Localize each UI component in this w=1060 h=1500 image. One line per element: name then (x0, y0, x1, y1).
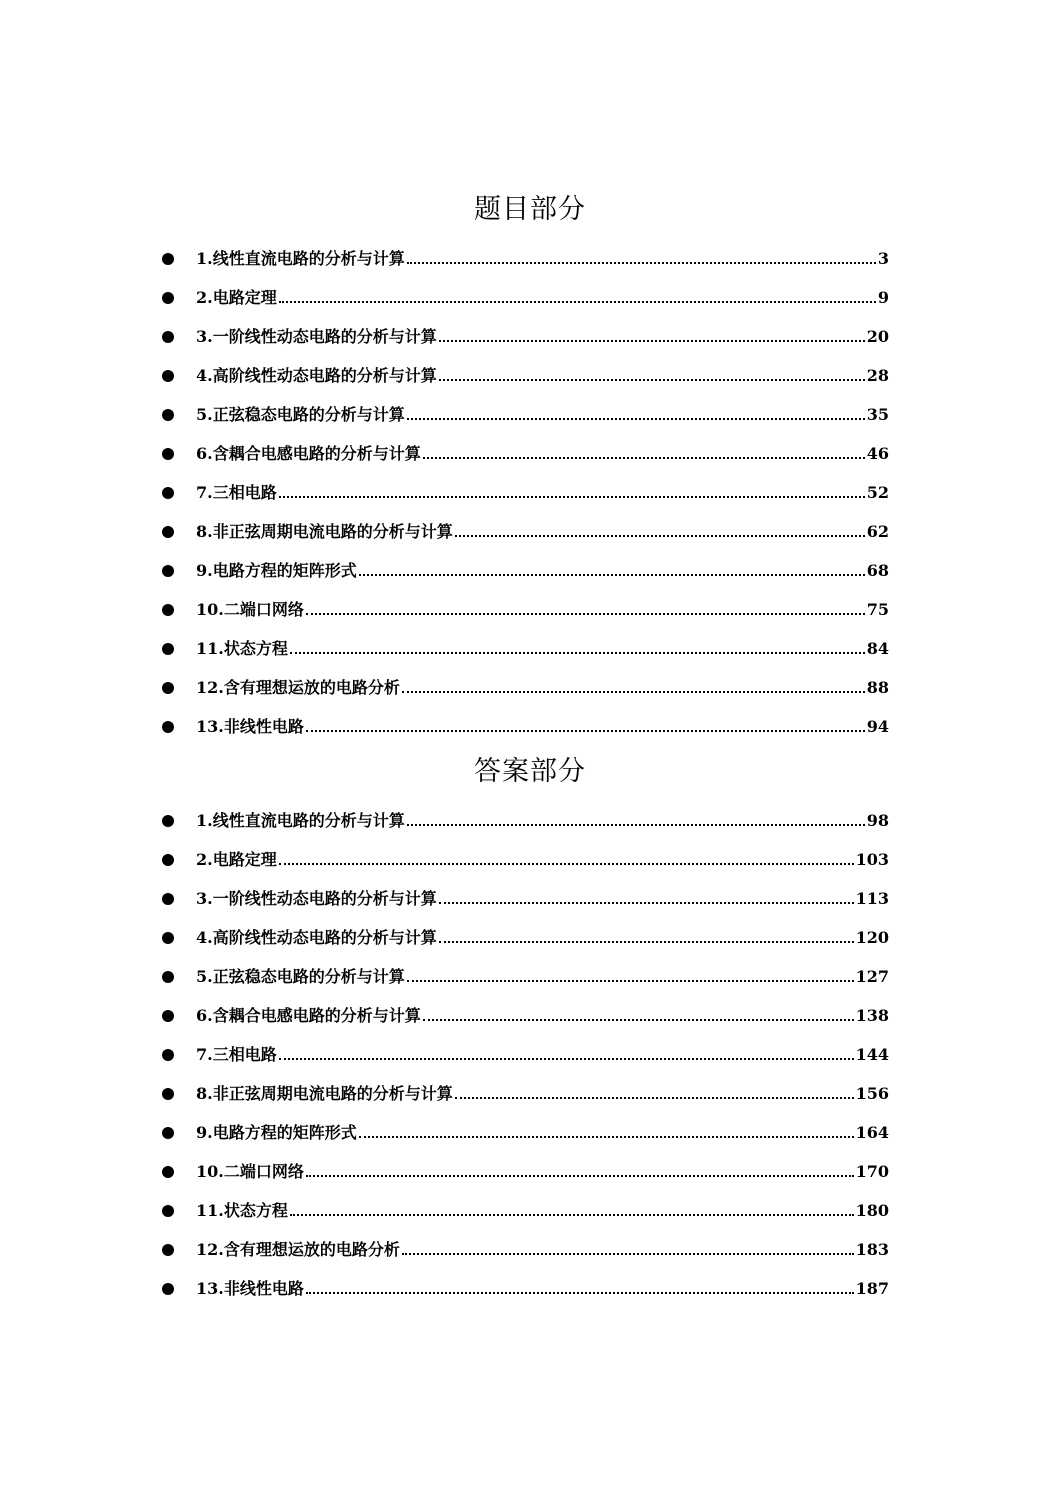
toc-entry-page-number: 144 (855, 1045, 889, 1064)
dot-leader (455, 1096, 854, 1099)
toc-entry-line (196, 287, 889, 309)
dot-leader (423, 456, 865, 459)
toc-entry-page-number: 94 (866, 717, 889, 736)
toc-entry-page-number: 35 (866, 405, 889, 424)
dot-leader (439, 339, 865, 342)
toc-entry-page-number: 88 (866, 678, 889, 697)
toc-entry-label: 8.非正弦周期电流电路的分析与计算 (196, 522, 453, 541)
bullet-icon (162, 893, 174, 905)
toc-entry-line (196, 1005, 889, 1027)
bullet-icon (162, 604, 174, 616)
toc-entry[interactable] (0, 599, 1060, 638)
bullet-icon (162, 854, 174, 866)
toc-entry[interactable] (0, 1005, 1060, 1044)
bullet-icon (162, 1244, 174, 1256)
toc-entry-page-number: 75 (866, 600, 889, 619)
bullet-icon (162, 1088, 174, 1100)
dot-leader (423, 1018, 854, 1021)
toc-entry-label: 10.二端口网络 (196, 1162, 304, 1181)
toc-entry[interactable] (0, 1122, 1060, 1161)
toc-entry-page-number: 180 (855, 1201, 889, 1220)
toc-entry[interactable] (0, 1239, 1060, 1278)
dot-leader (306, 1291, 854, 1294)
toc-entry-line (196, 1083, 889, 1105)
toc-entry-line (196, 638, 889, 660)
toc-entry[interactable] (0, 849, 1060, 888)
toc-entry[interactable] (0, 326, 1060, 365)
toc-entry-label: 2.电路定理 (196, 850, 277, 869)
toc-entry-page-number: 187 (855, 1279, 889, 1298)
dot-leader (290, 651, 865, 654)
toc-entry-line (196, 560, 889, 582)
toc-entry-label: 12.含有理想运放的电路分析 (196, 1240, 400, 1259)
toc-entry-line (196, 248, 889, 270)
toc-entry-line (196, 365, 889, 387)
toc-entry-line (196, 1200, 889, 1222)
bullet-icon (162, 1127, 174, 1139)
toc-entry[interactable] (0, 1278, 1060, 1317)
toc-entry[interactable] (0, 404, 1060, 443)
bullet-icon (162, 1283, 174, 1295)
toc-entry[interactable] (0, 248, 1060, 287)
toc-entry[interactable] (0, 677, 1060, 716)
dot-leader (455, 534, 865, 537)
toc-entry[interactable] (0, 638, 1060, 677)
bullet-icon (162, 1166, 174, 1178)
toc-entry-label: 8.非正弦周期电流电路的分析与计算 (196, 1084, 453, 1103)
toc-entry-page-number: 113 (855, 889, 889, 908)
toc-entry-label: 7.三相电路 (196, 483, 277, 502)
toc-entry-label: 4.高阶线性动态电路的分析与计算 (196, 928, 437, 947)
bullet-icon (162, 292, 174, 304)
dot-leader (402, 1252, 854, 1255)
toc-entry[interactable] (0, 810, 1060, 849)
toc-entry-label: 2.电路定理 (196, 288, 277, 307)
dot-leader (279, 1057, 854, 1060)
toc-entry[interactable] (0, 1161, 1060, 1200)
toc-entry[interactable] (0, 287, 1060, 326)
toc-entry-line (196, 1122, 889, 1144)
toc-entry-page-number: 98 (866, 811, 889, 830)
bullet-icon (162, 526, 174, 538)
toc-entry[interactable] (0, 927, 1060, 966)
toc-entry-label: 6.含耦合电感电路的分析与计算 (196, 1006, 421, 1025)
dot-leader (279, 495, 865, 498)
bullet-icon (162, 932, 174, 944)
bullet-icon (162, 1205, 174, 1217)
toc-entry-label: 3.一阶线性动态电路的分析与计算 (196, 327, 437, 346)
toc-entry-page-number: 183 (855, 1240, 889, 1259)
dot-leader (306, 612, 865, 615)
toc-entry[interactable] (0, 1044, 1060, 1083)
toc-entry-page-number: 3 (877, 249, 889, 268)
toc-entry-line (196, 716, 889, 738)
toc-entry-page-number: 127 (855, 967, 889, 986)
toc-entry-label: 9.电路方程的矩阵形式 (196, 1123, 357, 1142)
toc-entry-page-number: 68 (866, 561, 889, 580)
bullet-icon (162, 487, 174, 499)
bullet-icon (162, 1049, 174, 1061)
toc-entry[interactable] (0, 560, 1060, 599)
toc-entry-label: 6.含耦合电感电路的分析与计算 (196, 444, 421, 463)
toc-entry-label: 11.状态方程 (196, 639, 288, 658)
toc-entry-label: 10.二端口网络 (196, 600, 304, 619)
section-title-questions: 题目部分 (474, 194, 586, 225)
toc-entry-line (196, 1161, 889, 1183)
toc-entry[interactable] (0, 365, 1060, 404)
section-title-answers: 答案部分 (474, 756, 586, 787)
toc-entry-page-number: 103 (855, 850, 889, 869)
toc-entry-line (196, 1044, 889, 1066)
toc-entry[interactable] (0, 443, 1060, 482)
toc-entry-label: 11.状态方程 (196, 1201, 288, 1220)
dot-leader (439, 940, 854, 943)
bullet-icon (162, 253, 174, 265)
toc-entry-line (196, 326, 889, 348)
toc-entry-page-number: 28 (866, 366, 889, 385)
toc-entry[interactable] (0, 482, 1060, 521)
dot-leader (439, 901, 854, 904)
bullet-icon (162, 815, 174, 827)
bullet-icon (162, 971, 174, 983)
dot-leader (279, 300, 876, 303)
toc-entry-line (196, 521, 889, 543)
toc-entry-page-number: 20 (866, 327, 889, 346)
dot-leader (279, 862, 854, 865)
toc-entry[interactable] (0, 1200, 1060, 1239)
toc-entry-line (196, 443, 889, 465)
toc-entry-line (196, 888, 889, 910)
toc-entry-label: 13.非线性电路 (196, 1279, 304, 1298)
dot-leader (306, 1174, 854, 1177)
toc-entry[interactable] (0, 966, 1060, 1005)
dot-leader (402, 690, 865, 693)
toc-entry-line (196, 677, 889, 699)
toc-entry-page-number: 120 (855, 928, 889, 947)
toc-entry-page-number: 62 (866, 522, 889, 541)
toc-entry-line (196, 810, 889, 832)
toc-entry-page-number: 9 (877, 288, 889, 307)
toc-entry-line (196, 1239, 889, 1261)
toc-entry-line (196, 599, 889, 621)
toc-entry-page-number: 164 (855, 1123, 889, 1142)
dot-leader (407, 261, 876, 264)
bullet-icon (162, 721, 174, 733)
toc-entry[interactable] (0, 716, 1060, 755)
toc-entry-label: 12.含有理想运放的电路分析 (196, 678, 400, 697)
toc-entry[interactable] (0, 1083, 1060, 1122)
toc-entry-line (196, 482, 889, 504)
toc-entry-line (196, 1278, 889, 1300)
toc-entry[interactable] (0, 888, 1060, 927)
toc-entry-page-number: 52 (866, 483, 889, 502)
bullet-icon (162, 565, 174, 577)
dot-leader (359, 573, 865, 576)
dot-leader (290, 1213, 854, 1216)
toc-entry-page-number: 156 (855, 1084, 889, 1103)
dot-leader (306, 729, 865, 732)
toc-entry-label: 5.正弦稳态电路的分析与计算 (196, 405, 405, 424)
toc-entry-label: 4.高阶线性动态电路的分析与计算 (196, 366, 437, 385)
bullet-icon (162, 370, 174, 382)
toc-entry-line (196, 404, 889, 426)
toc-entry-line (196, 966, 889, 988)
toc-entry-label: 9.电路方程的矩阵形式 (196, 561, 357, 580)
toc-list-questions (0, 248, 1060, 755)
toc-entry-label: 5.正弦稳态电路的分析与计算 (196, 967, 405, 986)
dot-leader (439, 378, 865, 381)
toc-entry-page-number: 170 (855, 1162, 889, 1181)
toc-entry-page-number: 46 (866, 444, 889, 463)
toc-entry-page-number: 84 (866, 639, 889, 658)
dot-leader (407, 979, 854, 982)
toc-entry-label: 1.线性直流电路的分析与计算 (196, 249, 405, 268)
bullet-icon (162, 448, 174, 460)
toc-entry-line (196, 849, 889, 871)
toc-entry-label: 13.非线性电路 (196, 717, 304, 736)
dot-leader (359, 1135, 854, 1138)
toc-entry[interactable] (0, 521, 1060, 560)
toc-list-answers (0, 810, 1060, 1317)
toc-entry-label: 7.三相电路 (196, 1045, 277, 1064)
toc-entry-page-number: 138 (855, 1006, 889, 1025)
bullet-icon (162, 1010, 174, 1022)
dot-leader (407, 823, 865, 826)
bullet-icon (162, 331, 174, 343)
toc-entry-label: 3.一阶线性动态电路的分析与计算 (196, 889, 437, 908)
bullet-icon (162, 643, 174, 655)
toc-entry-label: 1.线性直流电路的分析与计算 (196, 811, 405, 830)
toc-entry-line (196, 927, 889, 949)
bullet-icon (162, 409, 174, 421)
bullet-icon (162, 682, 174, 694)
dot-leader (407, 417, 865, 420)
